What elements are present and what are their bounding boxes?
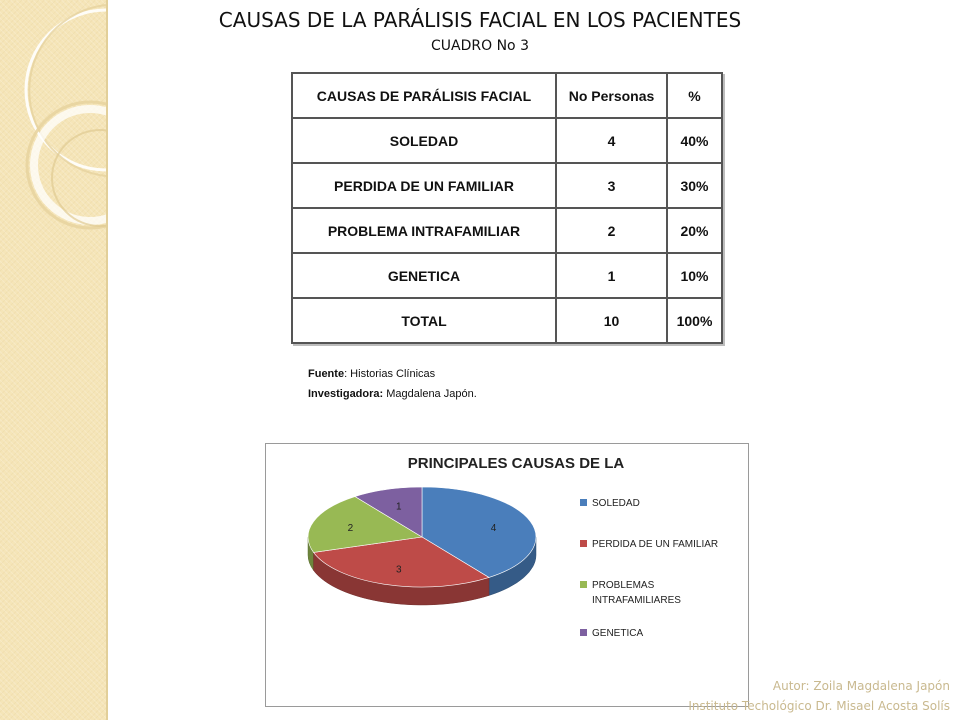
cell-cause: TOTAL [292,298,556,343]
cell-percent: 10% [667,253,722,298]
header-percent: % [667,73,722,118]
pie-data-label: 2 [347,522,354,534]
slide-subtitle: CUADRO No 3 [431,38,529,54]
table-row [292,208,722,253]
cell-count: 4 [556,118,667,163]
decorative-side-strip [0,0,106,720]
pie-data-label: 1 [395,501,402,513]
decorative-circles [0,0,106,720]
pie-chart [266,444,748,706]
source-value: : Historias Clínicas [344,368,436,380]
researcher-note [308,384,477,404]
side-strip-edge [106,0,108,720]
researcher-value: Magdalena Japón. [383,388,477,400]
cell-count: 10 [556,298,667,343]
legend-label: GENETICA [592,628,644,639]
legend-swatch [580,629,587,636]
cell-percent: 40% [667,118,722,163]
footer [688,676,950,716]
legend-label: PROBLEMAS [592,580,655,591]
footer-author: Autor: Zoila Magdalena Japón [772,679,950,693]
cell-percent: 20% [667,208,722,253]
cell-cause: PERDIDA DE UN FAMILIAR [292,163,556,208]
legend-swatch [580,499,587,506]
table-total-row [292,298,722,343]
pie-data-label: 3 [395,564,402,576]
table-row [292,253,722,298]
chart-title: PRINCIPALES CAUSAS DE LA [407,455,625,472]
cell-count: 2 [556,208,667,253]
legend-label: SOLEDAD [592,498,640,509]
cell-percent: 100% [667,298,722,343]
legend-label: INTRAFAMILIARES [592,595,681,606]
pie-chart-frame [265,443,749,707]
header-cause: CAUSAS DE PARÁLISIS FACIAL [292,73,556,118]
header-count: No Personas [556,73,667,118]
causes-table [291,72,723,344]
footer-institution: Instituto Techológico Dr. Misael Acosta Solís [688,699,950,713]
cell-count: 3 [556,163,667,208]
slide-title: CAUSAS DE LA PARÁLISIS FACIAL EN LOS PACIENTES [218,8,742,32]
source-note [308,364,477,384]
cell-cause: SOLEDAD [292,118,556,163]
source-label: Fuente [308,368,345,380]
legend-swatch [580,540,587,547]
table-row [292,163,722,208]
legend-label: PERDIDA DE UN FAMILIAR [592,539,719,550]
table-row [292,118,722,163]
cell-cause: GENETICA [292,253,556,298]
legend-swatch [580,581,587,588]
table-header-row [292,73,722,118]
cell-percent: 30% [667,163,722,208]
pie-data-label: 4 [490,522,497,534]
cell-count: 1 [556,253,667,298]
cell-cause: PROBLEMA INTRAFAMILIAR [292,208,556,253]
researcher-label: Investigadora: [308,388,384,400]
table-notes [308,364,477,404]
